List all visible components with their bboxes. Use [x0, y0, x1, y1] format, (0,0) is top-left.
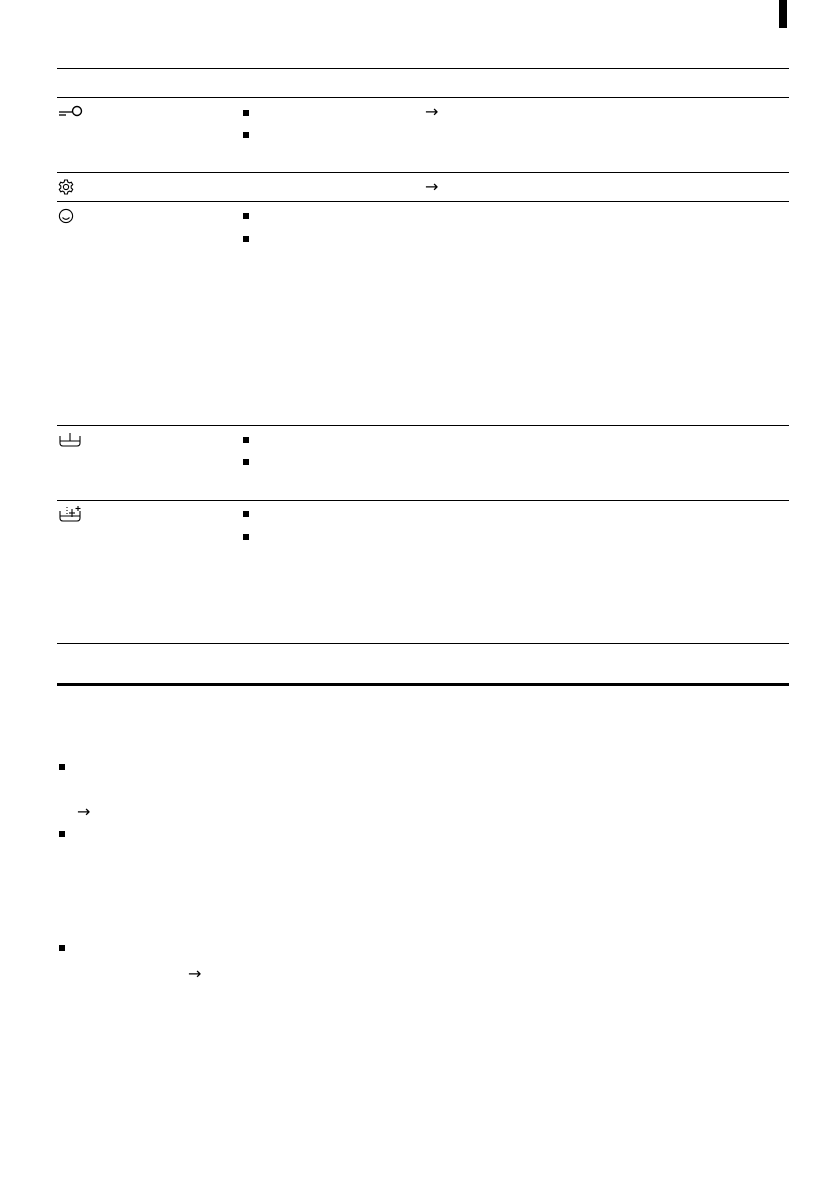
row-divider — [57, 500, 789, 501]
arrow-icon: → — [425, 177, 439, 196]
row-divider — [57, 643, 789, 644]
arrow-icon: → — [188, 964, 202, 983]
note-bullet — [59, 831, 65, 837]
note-bullet — [59, 945, 65, 951]
gear-icon — [58, 179, 86, 199]
list-bullet — [243, 110, 249, 116]
basin-sparkle-icon — [58, 505, 86, 525]
list-bullet — [243, 534, 249, 540]
row-divider — [57, 201, 789, 202]
note-bullet — [59, 764, 65, 770]
list-bullet — [243, 511, 249, 517]
list-bullet — [243, 459, 249, 465]
list-bullet — [243, 132, 249, 138]
table-bottom-rule — [57, 683, 789, 686]
arrow-icon: → — [425, 102, 439, 121]
list-bullet — [243, 213, 249, 219]
list-bullet — [243, 437, 249, 443]
table-top-rule — [57, 68, 789, 69]
arrow-icon: → — [77, 802, 91, 821]
row-divider — [57, 425, 789, 426]
row-divider — [57, 172, 789, 173]
table-header-rule — [57, 97, 789, 98]
list-bullet — [243, 236, 249, 242]
drum-clean-icon — [58, 208, 86, 228]
key-icon — [58, 104, 86, 124]
margin-marker — [779, 0, 787, 28]
basin-icon — [58, 432, 86, 452]
